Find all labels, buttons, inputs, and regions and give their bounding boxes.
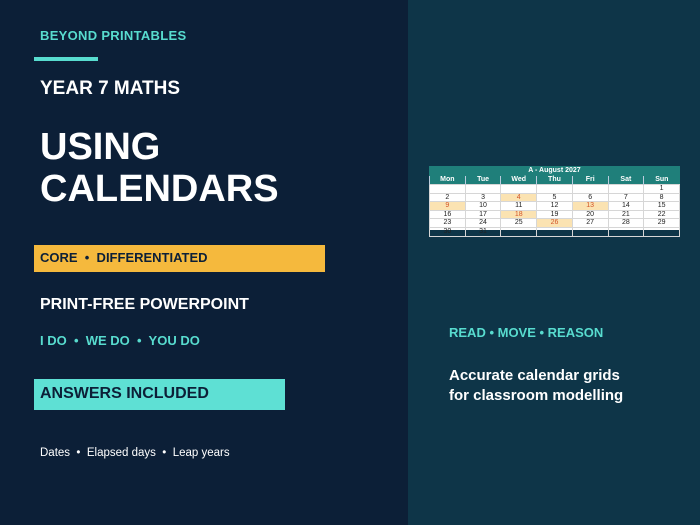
calendar-day-header: Mon — [430, 176, 466, 185]
calendar-day-header: Fri — [572, 176, 608, 185]
calendar-day-cell — [572, 227, 608, 236]
brand-label: BEYOND PRINTABLES — [40, 28, 187, 43]
description-line-1: Accurate calendar grids — [449, 367, 620, 384]
calendar-day-cell: 20 — [572, 210, 608, 219]
calendar-day-cell: 17 — [465, 210, 501, 219]
accent-bar — [34, 57, 98, 61]
topics-label: Dates • Elapsed days • Leap years — [40, 447, 230, 459]
calendar-day-cell: 5 — [537, 193, 573, 202]
calendar-day-cell: 11 — [501, 202, 537, 211]
calendar-header-row — [430, 176, 680, 185]
right-panel — [408, 0, 700, 525]
calendar-day-cell — [430, 185, 466, 194]
calendar-day-cell — [572, 185, 608, 194]
title-line-2: CALENDARS — [40, 168, 279, 210]
calendar-day-cell: 2 — [430, 193, 466, 202]
calendar-preview — [429, 166, 680, 235]
calendar-day-cell: 14 — [608, 202, 644, 211]
calendar-week-row — [430, 185, 680, 194]
description-line-2: for classroom modelling — [449, 387, 624, 404]
calendar-day-cell: 1 — [644, 185, 680, 194]
calendar-day-cell: 25 — [501, 219, 537, 228]
description — [449, 366, 679, 406]
calendar-day-cell: 26 — [537, 219, 573, 228]
calendar-day-cell: 3 — [465, 193, 501, 202]
ido-label: I DO • WE DO • YOU DO — [40, 333, 200, 348]
calendar-day-cell: 16 — [430, 210, 466, 219]
calendar-day-cell: 4 — [501, 193, 537, 202]
calendar-day-header: Thu — [537, 176, 573, 185]
calendar-day-cell: 24 — [465, 219, 501, 228]
calendar-day-cell — [608, 227, 644, 236]
calendar-week-row — [430, 219, 680, 228]
calendar-day-cell: 8 — [644, 193, 680, 202]
calendar-day-cell — [537, 185, 573, 194]
calendar-day-cell — [644, 227, 680, 236]
calendar-day-cell: 28 — [608, 219, 644, 228]
calendar-day-header: Tue — [465, 176, 501, 185]
calendar-day-cell — [465, 185, 501, 194]
calendar-day-cell: 12 — [537, 202, 573, 211]
calendar-day-header: Wed — [501, 176, 537, 185]
calendar-week-row — [430, 193, 680, 202]
calendar-day-cell: 19 — [537, 210, 573, 219]
title-line-1: USING — [40, 126, 161, 168]
calendar-day-header: Sat — [608, 176, 644, 185]
calendar-week-row — [430, 202, 680, 211]
calendar-title: A - August 2027 — [429, 166, 680, 176]
print-free-label: PRINT-FREE POWERPOINT — [40, 296, 249, 313]
calendar-day-cell: 9 — [430, 202, 466, 211]
read-move-reason-label: READ • MOVE • REASON — [449, 325, 604, 340]
page-title — [40, 126, 279, 210]
year-label: YEAR 7 MATHS — [40, 78, 181, 99]
calendar-day-cell: 27 — [572, 219, 608, 228]
calendar-body — [430, 185, 680, 237]
calendar-day-cell: 7 — [608, 193, 644, 202]
calendar-day-cell: 21 — [608, 210, 644, 219]
calendar-day-cell — [501, 185, 537, 194]
calendar-day-cell: 23 — [430, 219, 466, 228]
calendar-day-cell: 22 — [644, 210, 680, 219]
calendar-week-row — [430, 227, 680, 236]
calendar-day-cell: 6 — [572, 193, 608, 202]
calendar-day-cell: 29 — [644, 219, 680, 228]
answers-badge — [34, 379, 285, 410]
calendar-day-cell — [608, 185, 644, 194]
calendar-grid — [429, 176, 680, 237]
calendar-day-header: Sun — [644, 176, 680, 185]
calendar-day-cell: 10 — [465, 202, 501, 211]
calendar-day-cell: 30 — [430, 227, 466, 236]
core-badge — [34, 245, 325, 272]
calendar-day-cell: 15 — [644, 202, 680, 211]
calendar-week-row — [430, 210, 680, 219]
calendar-day-cell — [537, 227, 573, 236]
calendar-day-cell — [501, 227, 537, 236]
calendar-day-cell: 18 — [501, 210, 537, 219]
core-badge-text: CORE • DIFFERENTIATED — [40, 250, 208, 265]
calendar-day-cell: 31 — [465, 227, 501, 236]
answers-badge-text: ANSWERS INCLUDED — [40, 385, 209, 402]
calendar-day-cell: 13 — [572, 202, 608, 211]
